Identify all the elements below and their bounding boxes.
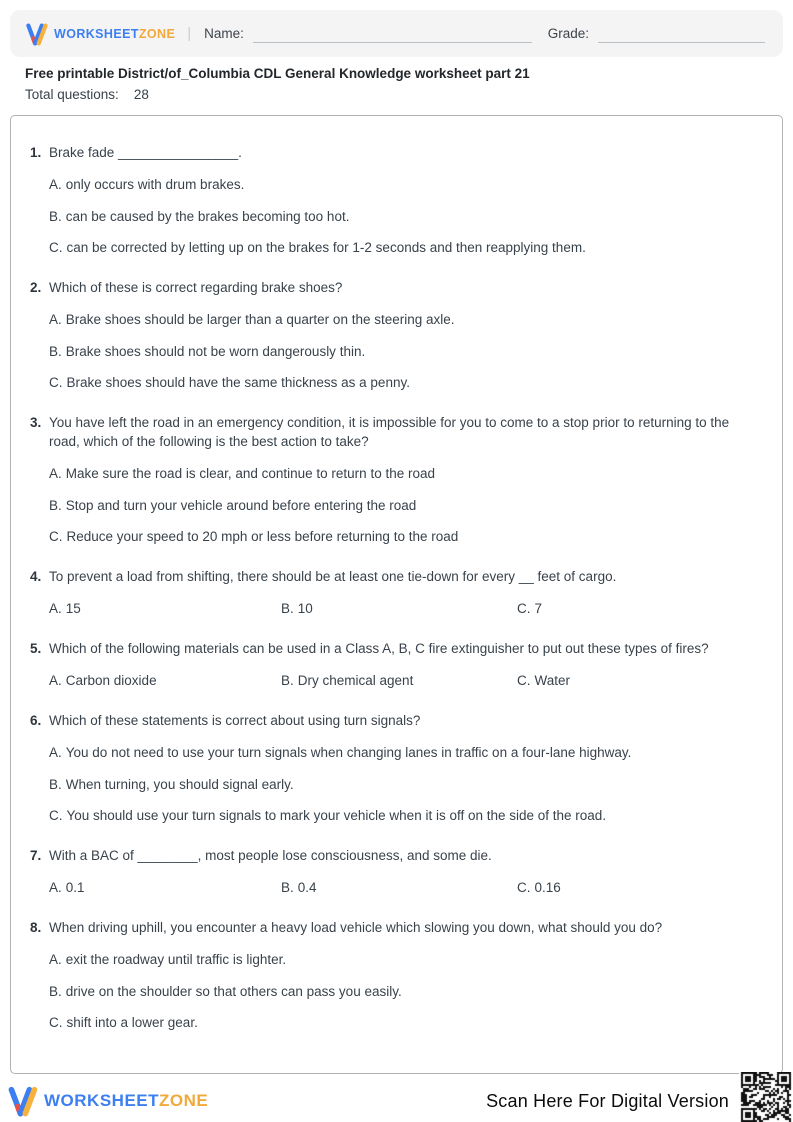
question-number: 5. bbox=[30, 641, 42, 656]
option-cell bbox=[281, 878, 517, 897]
grade-fill-line[interactable] bbox=[598, 42, 765, 43]
option-letter: C. bbox=[49, 1015, 63, 1030]
option-row bbox=[49, 950, 758, 969]
option-text: Make sure the road is clear, and continue to return to the road bbox=[65, 466, 435, 481]
option-text: Brake shoes should have the same thickness as a penny. bbox=[66, 375, 410, 390]
option-letter: B. bbox=[49, 343, 62, 359]
question-6 bbox=[30, 711, 758, 825]
question-1 bbox=[30, 143, 758, 257]
option-row bbox=[49, 1013, 758, 1032]
option-row bbox=[49, 238, 758, 257]
option-letter: B. bbox=[49, 983, 62, 999]
option-text: can be caused by the brakes becoming too hot. bbox=[65, 208, 350, 224]
option-cell bbox=[281, 599, 517, 618]
option-text: can be corrected by letting up on the brakes for 1-2 seconds and then reapplying them. bbox=[66, 240, 586, 255]
question-text: With a BAC of ________, most people lose consciousness, and some die. bbox=[49, 848, 492, 863]
brand-text bbox=[54, 27, 175, 41]
option-cell bbox=[49, 878, 281, 897]
intro-section bbox=[25, 64, 778, 105]
option-letter: C. bbox=[49, 529, 63, 544]
total-questions-label: Total questions: bbox=[25, 87, 119, 102]
option-text: shift into a lower gear. bbox=[66, 1015, 198, 1030]
option-text: You do not need to use your turn signals when changing lanes in traffic on a four-lane highway. bbox=[65, 745, 632, 760]
option-cell bbox=[517, 878, 758, 897]
option-text: When turning, you should signal early. bbox=[65, 776, 294, 792]
question-number: 7. bbox=[30, 848, 42, 863]
option-letter: C. bbox=[49, 375, 63, 390]
name-fill-line[interactable] bbox=[253, 42, 532, 43]
question-7 bbox=[30, 846, 758, 897]
option-letter: B. bbox=[49, 776, 62, 792]
option-letter: A. bbox=[49, 466, 62, 481]
option-row bbox=[49, 175, 758, 194]
header-divider: | bbox=[187, 25, 192, 42]
option-row bbox=[49, 775, 758, 794]
option-row bbox=[49, 496, 758, 515]
option-row bbox=[49, 207, 758, 226]
option-text: 7 bbox=[534, 601, 543, 616]
scan-here-label: Scan Here For Digital Version bbox=[486, 1090, 729, 1111]
option-text: Brake shoes should not be worn dangerously thin. bbox=[65, 343, 366, 359]
option-text: 0.4 bbox=[297, 880, 317, 895]
footer-logo bbox=[8, 1085, 208, 1117]
brand-logo bbox=[26, 22, 175, 46]
worksheet-header bbox=[10, 10, 783, 57]
question-text: Which of these is correct regarding brake shoes? bbox=[49, 280, 343, 295]
option-row bbox=[49, 982, 758, 1001]
option-letter: C. bbox=[517, 673, 531, 688]
option-text: drive on the shoulder so that others can pass you easily. bbox=[65, 983, 402, 999]
option-cell bbox=[517, 599, 758, 618]
option-text: Carbon dioxide bbox=[65, 673, 157, 688]
option-letter: B. bbox=[281, 880, 294, 895]
option-row bbox=[49, 342, 758, 361]
footer bbox=[8, 1080, 793, 1122]
question-4 bbox=[30, 567, 758, 618]
brand-word-zone: ZONE bbox=[138, 26, 176, 41]
option-text: only occurs with drum brakes. bbox=[65, 177, 245, 192]
question-number: 4. bbox=[30, 569, 42, 584]
total-questions-row bbox=[25, 85, 778, 105]
question-number: 3. bbox=[30, 415, 42, 430]
option-text: 15 bbox=[65, 601, 81, 616]
w-mark-icon bbox=[26, 22, 48, 46]
option-letter: A. bbox=[49, 673, 62, 688]
option-letter: A. bbox=[49, 312, 62, 327]
option-row bbox=[49, 743, 758, 762]
question-8 bbox=[30, 918, 758, 1032]
option-row bbox=[49, 806, 758, 825]
option-text: You should use your turn signals to mark your vehicle when it is off on the side of the road. bbox=[66, 808, 607, 823]
option-letter: A. bbox=[49, 745, 62, 760]
question-number: 1. bbox=[30, 145, 42, 160]
option-row bbox=[49, 464, 758, 483]
question-number: 8. bbox=[30, 920, 42, 935]
option-letter: C. bbox=[517, 880, 531, 895]
question-text: Which of the following materials can be used in a Class A, B, C fire extinguisher to put out these types of fires? bbox=[49, 641, 709, 656]
brand-text bbox=[44, 1091, 208, 1111]
option-letter: C. bbox=[517, 601, 531, 616]
option-text: Stop and turn your vehicle around before entering the road bbox=[65, 497, 417, 513]
option-letter: C. bbox=[49, 808, 63, 823]
option-row bbox=[49, 373, 758, 392]
question-number: 2. bbox=[30, 280, 42, 295]
brand-word-worksheet: WORKSHEET bbox=[54, 26, 139, 41]
option-letter: A. bbox=[49, 601, 62, 616]
option-text: exit the roadway until traffic is lighter. bbox=[65, 952, 287, 967]
option-cell bbox=[517, 671, 758, 690]
grade-label: Grade: bbox=[547, 26, 590, 41]
question-text: You have left the road in an emergency condition, it is impossible for you to come to a stop prior to returning to the road, which of the following is the best action to take? bbox=[49, 415, 730, 449]
brand-word-zone: ZONE bbox=[159, 1091, 209, 1110]
option-cell bbox=[49, 599, 281, 618]
w-mark-icon bbox=[8, 1085, 38, 1117]
option-cell bbox=[49, 671, 281, 690]
option-letter: B. bbox=[281, 601, 294, 616]
name-label: Name: bbox=[204, 26, 244, 41]
total-questions-value: 28 bbox=[133, 87, 149, 102]
option-letter: B. bbox=[49, 208, 62, 224]
brand-word-worksheet: WORKSHEET bbox=[44, 1091, 159, 1110]
option-text: 0.16 bbox=[534, 880, 561, 895]
question-2 bbox=[30, 278, 758, 392]
option-cell bbox=[281, 671, 517, 690]
option-letter: B. bbox=[49, 497, 62, 513]
question-text: Which of these statements is correct about using turn signals? bbox=[49, 713, 421, 728]
question-text: When driving uphill, you encounter a heavy load vehicle which slowing you down, what should you do? bbox=[49, 920, 663, 935]
option-text: Brake shoes should be larger than a quarter on the steering axle. bbox=[65, 312, 455, 327]
question-5 bbox=[30, 639, 758, 690]
questions-panel bbox=[10, 115, 783, 1074]
option-text: Water bbox=[534, 673, 571, 688]
option-letter: A. bbox=[49, 880, 62, 895]
option-text: 10 bbox=[297, 601, 313, 616]
question-text: Brake fade ________________. bbox=[49, 145, 242, 160]
option-row bbox=[49, 527, 758, 546]
question-text: To prevent a load from shifting, there should be at least one tie-down for every __ feet of cargo. bbox=[49, 569, 617, 584]
option-text: Reduce your speed to 20 mph or less before returning to the road bbox=[66, 529, 459, 544]
option-row bbox=[49, 310, 758, 329]
option-text: 0.1 bbox=[65, 880, 85, 895]
option-text: Dry chemical agent bbox=[297, 673, 414, 688]
page-title: Free printable District/of_Columbia CDL General Knowledge worksheet part 21 bbox=[25, 66, 530, 81]
option-letter: A. bbox=[49, 177, 62, 192]
qr-code-icon bbox=[739, 1072, 793, 1122]
question-3 bbox=[30, 413, 758, 546]
option-letter: B. bbox=[281, 673, 294, 688]
option-letter: C. bbox=[49, 240, 63, 255]
option-letter: A. bbox=[49, 952, 62, 967]
question-number: 6. bbox=[30, 713, 42, 728]
